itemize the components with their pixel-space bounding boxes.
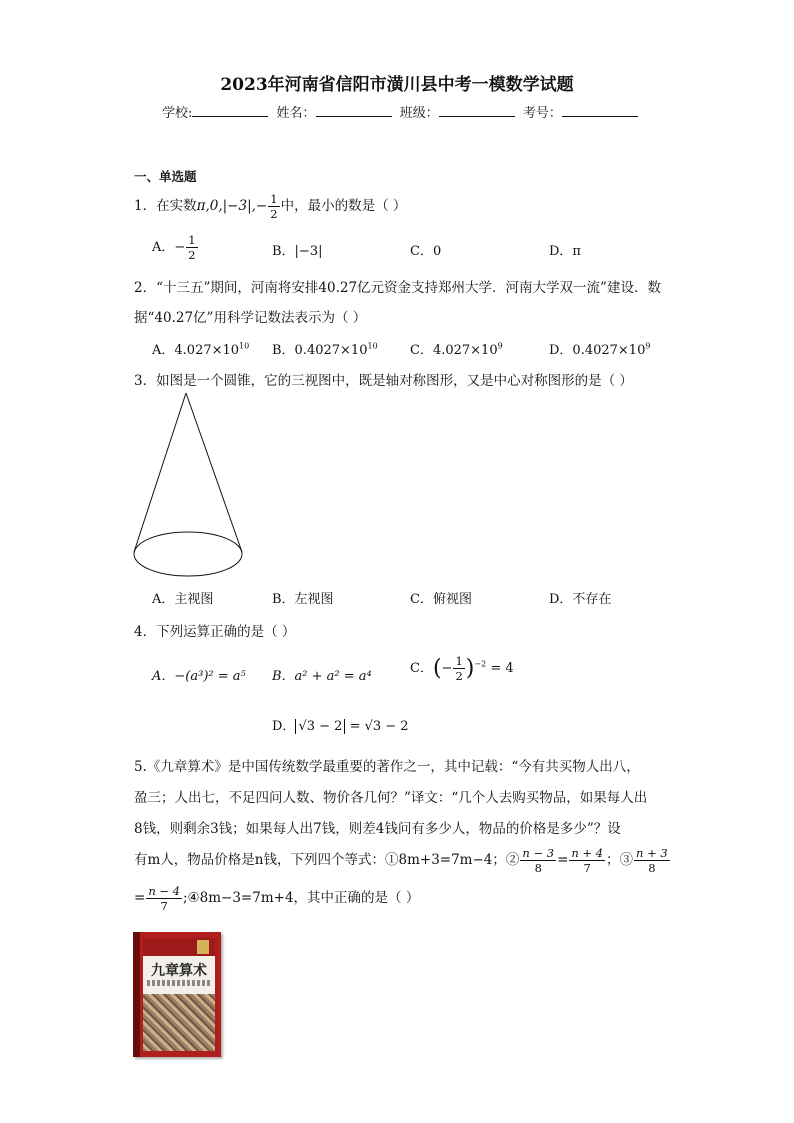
q2-opt-c-text: C．4.027×10 [410, 343, 498, 358]
q1-suffix: 中，最小的数是（ ） [280, 198, 407, 214]
q4-opt-d-label: D． [272, 719, 296, 734]
q5-eq3-num1: n + 3 [636, 846, 668, 860]
q2-option-a[interactable] [152, 339, 249, 358]
number-label: 考号： [522, 106, 562, 121]
q4-option-a[interactable]: A．−(a³)² = a⁵ [152, 669, 246, 684]
q4-opt-c-den: 2 [455, 669, 463, 683]
q2-opt-d-text: D．0.4027×10 [549, 343, 646, 358]
q4-option-d[interactable] [272, 715, 409, 734]
q3-option-a[interactable]: A．主视图 [152, 592, 214, 607]
page-title: 2023年河南省信阳市潢川县中考一模数学试题 [220, 75, 574, 95]
book-subtitle-lines [147, 980, 211, 986]
q5-eq2-num2: n + 4 [571, 846, 604, 860]
q1-opt-a-fraction [186, 233, 197, 262]
question-1 [134, 192, 406, 221]
q4-option-c[interactable]: C．(− $\frac{1}{2}$ )$^{-2}$ = 4 [410, 654, 514, 683]
school-blank [192, 104, 268, 117]
name-blank [316, 104, 392, 117]
q4-opt-c-label: C． [410, 661, 433, 676]
q2-option-b[interactable] [272, 339, 378, 358]
q1-option-d[interactable]: D．π [549, 244, 581, 259]
q5-eq2-den1: 8 [534, 861, 542, 875]
cone-left-edge [134, 393, 186, 552]
q3-text: 3．如图是一个圆锥，它的三视图中，既是轴对称图形，又是中心对称图形的是（ ） [134, 373, 633, 389]
q2-opt-d-exp: 9 [645, 341, 651, 351]
q2-opt-c-exp: 9 [497, 341, 503, 351]
book-emblem-icon [197, 940, 209, 954]
q2-option-c[interactable] [410, 339, 503, 358]
q1-frac-den: 2 [270, 207, 278, 221]
book-cover-inner [143, 938, 215, 1051]
q1-prefix: 1．在实数 [134, 198, 197, 214]
q5-eq3-frac1 [634, 846, 670, 875]
q5-eq2-frac2 [569, 846, 605, 875]
q4-opt-d-rhs: = √3 − 2 [349, 719, 409, 734]
q2-line-1: 2．“十三五”期间，河南将安排40.27亿元资金支持郑州大学．河南大学双一流”建设．数 [134, 280, 661, 296]
q1-option-a[interactable] [152, 233, 199, 262]
q5-line-5-text: ;④8m−3=7m+4，其中正确的是（ ） [182, 890, 420, 906]
q1-list: π,0,|−3|,− [196, 198, 268, 214]
q4-opt-c-lparen: ( [432, 656, 442, 681]
q3-option-d[interactable]: D．不存在 [549, 592, 612, 607]
class-label: 班级： [399, 106, 439, 121]
q1-frac-num: 1 [270, 192, 278, 206]
q5-eq3-frac2 [146, 884, 182, 913]
q2-opt-b-text: B．0.4027×10 [272, 343, 368, 358]
q4-opt-d-abs: √3 − 2 [295, 719, 345, 734]
q4-opt-c-exp: −2 [474, 659, 487, 669]
q5-eq2-frac1 [520, 846, 556, 875]
q5-line-2: 盈三；人出七，不足四问人数、物价各几何？”译文：“几个人去购买物品，如果每人出 [134, 790, 648, 806]
q2-line-2: 据“40.27亿”用科学记数法表示为（ ） [134, 310, 367, 326]
q2-opt-b-exp: 10 [367, 341, 378, 351]
q2-opt-a-text: A．4.027×10 [152, 343, 240, 358]
q4-opt-c-rparen: ) [465, 656, 475, 681]
q1-opt-a-num: 1 [188, 233, 196, 247]
q5-eq3-num2: n − 4 [148, 884, 180, 898]
q4-opt-c-num: 1 [455, 654, 463, 668]
q5-line-4-sep: ；③ [606, 852, 634, 868]
book-title: 九章算术 [151, 963, 207, 979]
q5-eq2-den2: 7 [583, 861, 591, 875]
school-label: 学校: [162, 106, 193, 121]
q5-eq3-den2: 7 [160, 899, 168, 913]
q5-line-5 [134, 884, 419, 913]
q5-eq2-num1: n − 3 [522, 846, 555, 860]
q4-opt-c-fraction [453, 654, 464, 683]
number-blank [562, 104, 638, 117]
section-title: 一、单选题 [134, 169, 197, 184]
book-illustration [143, 994, 215, 1051]
cone-figure [128, 388, 252, 584]
q4-option-b[interactable]: B．a² + a² = a⁴ [272, 669, 372, 684]
q4-text: 4．下列运算正确的是（ ） [134, 624, 296, 640]
q5-line-4-text: 有m人，物品价格是n钱，下列四个等式：①8m+3=7m−4；② [134, 852, 520, 868]
q3-option-c[interactable]: C．俯视图 [410, 592, 472, 607]
book-cover-image [133, 932, 221, 1057]
q4-opt-c-rhs: = 4 [490, 661, 514, 676]
q1-opt-a-label: A．− [152, 240, 186, 255]
q1-option-b[interactable]: B．|−3| [272, 244, 323, 259]
q5-line-4: 有m人，物品价格是n钱，下列四个等式：①8m+3=7m−4；② $\frac{n - 3}{8}$ = $\frac{n + 4}{7}$ ；③ $\frac{n + 3}{8}$ [134, 846, 668, 875]
cone-base-ellipse [134, 532, 242, 576]
name-label: 姓名： [276, 106, 316, 121]
q5-line-1: 5.《九章算术》是中国传统数学最重要的著作之一，其中记载：“今有共买物人出八， [134, 759, 640, 775]
q3-option-b[interactable]: B．左视图 [272, 592, 334, 607]
class-blank [439, 104, 515, 117]
q5-line-5-eq: = [134, 890, 146, 906]
q1-opt-a-den: 2 [188, 248, 196, 262]
q2-option-d[interactable] [549, 339, 650, 358]
q1-option-c[interactable]: C．0 [410, 244, 442, 259]
q5-line-3: 8钱，则剩余3钱；如果每人出7钱，则差4钱问有多少人，物品的价格是多少”？设 [134, 821, 621, 837]
student-info-line [162, 102, 642, 121]
cone-right-edge [186, 393, 242, 552]
q1-fraction [268, 192, 279, 221]
q2-opt-a-exp: 10 [239, 341, 250, 351]
q5-eq3-den1: 8 [648, 861, 656, 875]
